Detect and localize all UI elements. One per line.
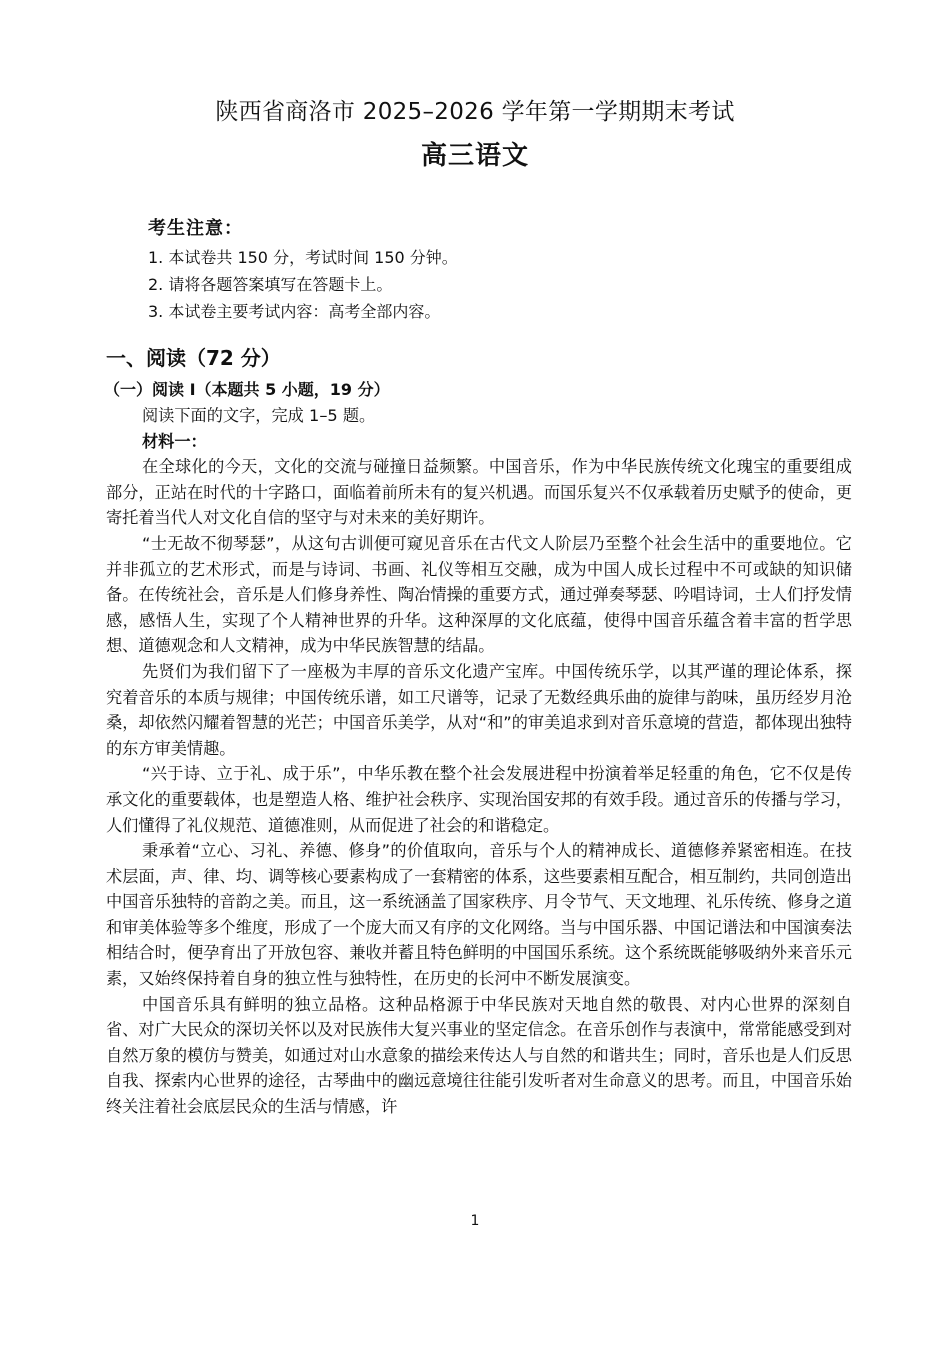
passage-paragraph: 中国音乐具有鲜明的独立品格。这种品格源于中华民族对天地自然的敬畏、对内心世界的深刻自省、对广大民众的深切关怀以及对民族伟大复兴事业的坚定信念。在音乐创作与表演中，常常能感受到对自然万象的模仿与赞美，如通过对山水意象的描绘来传达人与自然的和谐共生；同时，音乐也是人们反思自我、探索内心世界的途径，古琴曲中的幽远意境往往能引发听者对生命意义的思考。而且，中国音乐始终关注着社会底层民众的生活与情感，许 — [106, 994, 852, 1117]
reading-passage — [106, 403, 852, 1120]
subsection-heading: （一）阅读 I（本题共 5 小题，19 分） — [104, 380, 390, 399]
page-number: 1 — [470, 1213, 480, 1229]
notice-heading: 考生注意： — [148, 218, 243, 239]
section-heading: 一、阅读（72 分） — [106, 346, 281, 370]
passage-paragraph: 秉承着“立心、习礼、养德、修身”的价值取向，音乐与个人的精神成长、道德修养紧密相连。在技术层面，声、律、均、调等核心要素构成了一套精密的体系，这些要素相互配合，相互制约，共同创造出中国音乐独特的音韵之美。而且，这一系统涵盖了国家秩序、月令节气、天文地理、礼乐传统、修身之道和审美体验等多个维度，形成了一个庞大而又有序的文化网络。当与中国乐器、中国记谱法和中国演奏法相结合时，便孕育出了开放包容、兼收并蓄且特色鲜明的中国国乐系统。这个系统既能够吸纳外来音乐元素，又始终保持着自身的独立性与独特性，在历史的长河中不断发展演变。 — [106, 841, 852, 989]
notice-item: 2. 请将各题答案填写在答题卡上。 — [148, 275, 393, 294]
subject-title: 高三语文 — [420, 141, 529, 171]
passage-paragraph: “兴于诗、立于礼、成于乐”，中华乐教在整个社会发展进程中扮演着举足轻重的角色，它不仅是传承文化的重要载体，也是塑造人格、维护社会秩序、实现治国安邦的有效手段。通过音乐的传播与学习，人们懂得了礼仪规范、道德准则，从而促进了社会的和谐稳定。 — [106, 764, 852, 835]
notice-item: 1. 本试卷共 150 分，考试时间 150 分钟。 — [148, 248, 458, 267]
exam-title: 陕西省商洛市 2025–2026 学年第一学期期末考试 — [215, 99, 735, 125]
passage-paragraph: 在全球化的今天，文化的交流与碰撞日益频繁。中国音乐，作为中华民族传统文化瑰宝的重要组成部分，正站在时代的十字路口，面临着前所未有的复兴机遇。而国乐复兴不仅承载着历史赋予的使命，更寄托着当代人对文化自信的坚守与对未来的美好期许。 — [106, 457, 852, 528]
candidate-notice — [148, 214, 848, 325]
material-label: 材料一： — [142, 431, 207, 451]
passage-paragraph: 先贤们为我们留下了一座极为丰厚的音乐文化遗产宝库。中国传统乐学，以其严谨的理论体系，探究着音乐的本质与规律；中国传统乐谱，如工尺谱等，记录了无数经典乐曲的旋律与韵味，虽历经岁月沧桑，却依然闪耀着智慧的光芒；中国音乐美学，从对“和”的审美追求到对音乐意境的营造，都体现出独特的东方审美情趣。 — [106, 661, 852, 758]
notice-item: 3. 本试卷主要考试内容：高考全部内容。 — [148, 302, 441, 321]
passage-paragraph: “士无故不彻琴瑟”，从这句古训便可窥见音乐在古代文人阶层乃至整个社会生活中的重要地位。它并非孤立的艺术形式，而是与诗词、书画、礼仪等相互交融，成为中国人成长过程中不可或缺的知识储备。在传统社会，音乐是人们修身养性、陶冶情操的重要方式，通过弹奏琴瑟、吟唱诗词，士人们抒发情感，感悟人生，实现了个人精神世界的升华。这种深厚的文化底蕴，使得中国音乐蕴含着丰富的哲学思想、道德观念和人文精神，成为中华民族智慧的结晶。 — [106, 533, 852, 656]
reading-instruction: 阅读下面的文字，完成 1–5 题。 — [142, 406, 376, 425]
